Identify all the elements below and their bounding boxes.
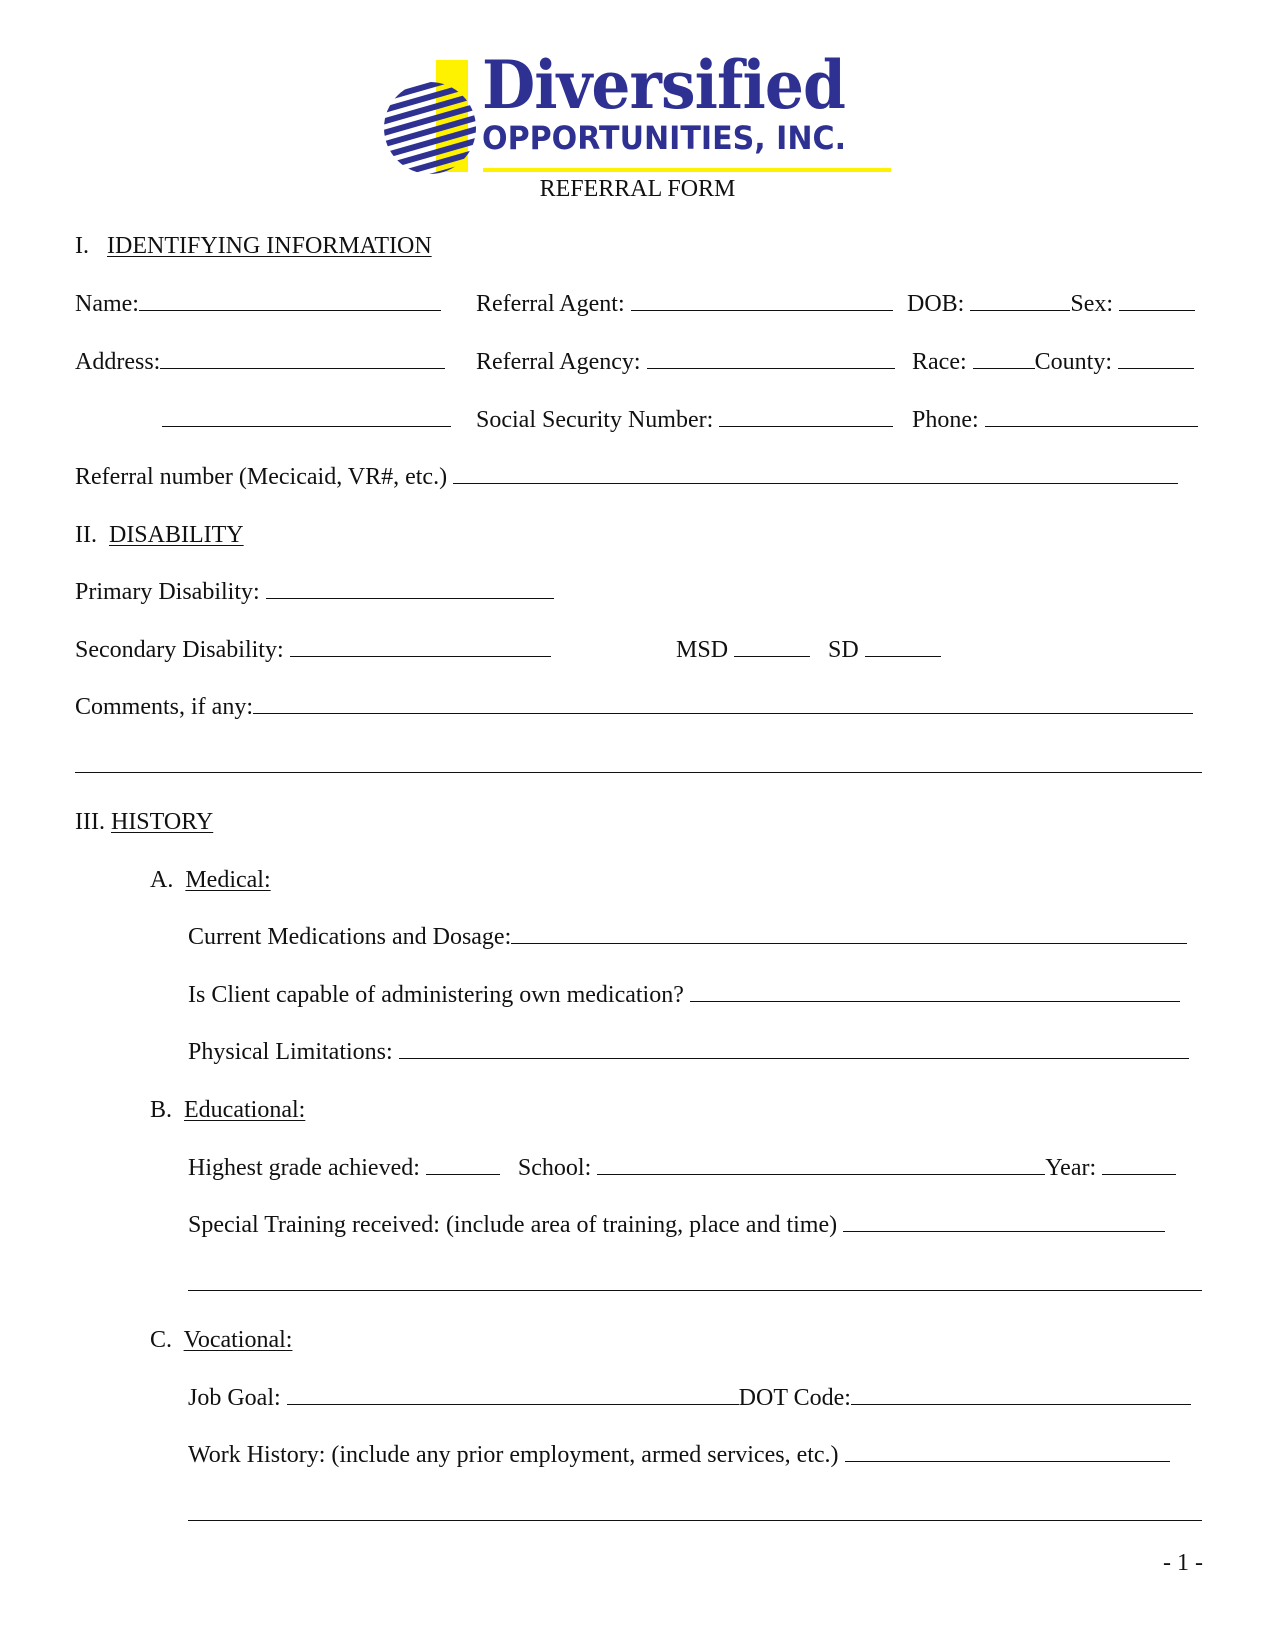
educational-heading [150, 1096, 305, 1124]
school-label: School: [517, 1155, 592, 1181]
special-training-row [188, 1211, 1165, 1239]
secondary-disability-label: Secondary Disability: [75, 637, 284, 663]
race-field[interactable] [973, 348, 1035, 369]
special-training-field-line2[interactable] [188, 1288, 1202, 1291]
self-administer-row [188, 981, 1180, 1009]
referral-agency-field[interactable] [647, 348, 895, 369]
msd-label: MSD [676, 637, 729, 663]
year-field[interactable] [1102, 1154, 1176, 1175]
comments-row [75, 693, 1193, 721]
company-logo [384, 46, 894, 178]
special-training-label: Special Training received: (include area of training, place and time) [188, 1212, 838, 1238]
logo-opportunities-text: OPPORTUNITIES, INC. [482, 119, 847, 157]
section-1-heading [75, 232, 432, 260]
section-2-heading [75, 521, 244, 549]
vocational-letter: C. [150, 1327, 173, 1353]
referral-agency-label: Referral Agency: [476, 349, 641, 375]
year-label: Year: [1045, 1155, 1097, 1181]
sex-field[interactable] [1119, 290, 1195, 311]
physical-limitations-row [188, 1038, 1189, 1066]
section-3-heading [75, 808, 213, 836]
ssn-field[interactable] [719, 406, 893, 427]
comments-field-line1[interactable] [253, 693, 1193, 714]
referral-agent-field[interactable] [631, 290, 893, 311]
section-1-title: IDENTIFYING INFORMATION [107, 233, 432, 259]
logo-diversified-text: Diversified [482, 46, 845, 124]
medical-letter: A. [150, 867, 174, 893]
referral-agent-label: Referral Agent: [476, 291, 625, 317]
county-label: County: [1034, 349, 1112, 375]
self-administer-label: Is Client capable of administering own medication? [188, 982, 684, 1008]
name-row [75, 290, 441, 318]
dot-code-field[interactable] [851, 1384, 1191, 1405]
secondary-disability-row [75, 636, 551, 664]
primary-disability-row [75, 578, 554, 606]
work-history-label: Work History: (include any prior employment, armed services, etc.) [188, 1442, 839, 1468]
current-medications-field[interactable] [511, 923, 1187, 944]
phone-label: Phone: [912, 407, 979, 433]
sd-label: SD [828, 637, 859, 663]
section-3-title: HISTORY [110, 809, 214, 835]
section-1-number: I. [75, 233, 89, 259]
name-field[interactable] [139, 290, 441, 311]
referral-agent-row [476, 290, 893, 318]
dob-label: DOB: [907, 291, 965, 317]
ssn-label: Social Security Number: [476, 407, 714, 433]
msd-field[interactable] [734, 636, 810, 657]
form-title: REFERRAL FORM [539, 176, 736, 202]
vocational-heading [150, 1326, 292, 1354]
race-label: Race: [912, 349, 967, 375]
striped-globe-icon [384, 82, 476, 174]
phone-row [912, 406, 1198, 434]
section-2-title: DISABILITY [108, 522, 244, 548]
section-2-number: II. [75, 522, 97, 548]
ssn-row [476, 406, 893, 434]
work-history-field-line1[interactable] [845, 1441, 1170, 1462]
name-label: Name: [75, 291, 139, 317]
educational-letter: B. [150, 1097, 173, 1123]
dob-field[interactable] [970, 290, 1070, 311]
educational-title: Educational: [184, 1097, 306, 1123]
work-history-row [188, 1441, 1170, 1469]
referral-agency-row [476, 348, 895, 376]
page-number: - 1 - [1163, 1550, 1203, 1576]
secondary-disability-field[interactable] [290, 636, 551, 657]
address-line2-row [162, 406, 451, 434]
current-medications-label: Current Medications and Dosage: [188, 924, 512, 950]
self-administer-field[interactable] [690, 981, 1180, 1002]
education-details-row [188, 1154, 1176, 1182]
referral-number-label: Referral number (Mecicaid, VR#, etc.) [75, 464, 448, 490]
sex-label: Sex: [1070, 291, 1114, 317]
dob-sex-row [907, 290, 1195, 318]
vocational-title: Vocational: [183, 1327, 293, 1353]
comments-label: Comments, if any: [75, 694, 253, 720]
race-county-row [912, 348, 1194, 376]
job-goal-row [188, 1384, 1191, 1412]
work-history-field-line2[interactable] [188, 1518, 1202, 1521]
phone-field[interactable] [985, 406, 1198, 427]
physical-limitations-field[interactable] [399, 1038, 1189, 1059]
referral-number-row [75, 463, 1178, 491]
address-label: Address: [75, 349, 161, 375]
dot-code-label: DOT Code: [738, 1385, 851, 1411]
job-goal-field[interactable] [287, 1384, 739, 1405]
physical-limitations-label: Physical Limitations: [188, 1039, 393, 1065]
msd-sd-row [676, 636, 941, 664]
job-goal-label: Job Goal: [188, 1385, 281, 1411]
sd-field[interactable] [865, 636, 941, 657]
primary-disability-field[interactable] [266, 578, 554, 599]
school-field[interactable] [597, 1154, 1045, 1175]
highest-grade-label: Highest grade achieved: [188, 1155, 420, 1181]
logo-yellow-underline [483, 168, 891, 172]
current-medications-row [188, 923, 1187, 951]
address-field-line2[interactable] [162, 406, 451, 427]
address-row [75, 348, 445, 376]
county-field[interactable] [1118, 348, 1194, 369]
special-training-field-line1[interactable] [843, 1211, 1165, 1232]
referral-number-field[interactable] [453, 463, 1178, 484]
primary-disability-label: Primary Disability: [75, 579, 260, 605]
medical-heading [150, 866, 271, 894]
section-3-number: III. [75, 809, 105, 835]
medical-title: Medical: [185, 867, 271, 893]
comments-field-line2[interactable] [75, 770, 1202, 773]
highest-grade-field[interactable] [426, 1154, 500, 1175]
address-field-line1[interactable] [160, 348, 445, 369]
